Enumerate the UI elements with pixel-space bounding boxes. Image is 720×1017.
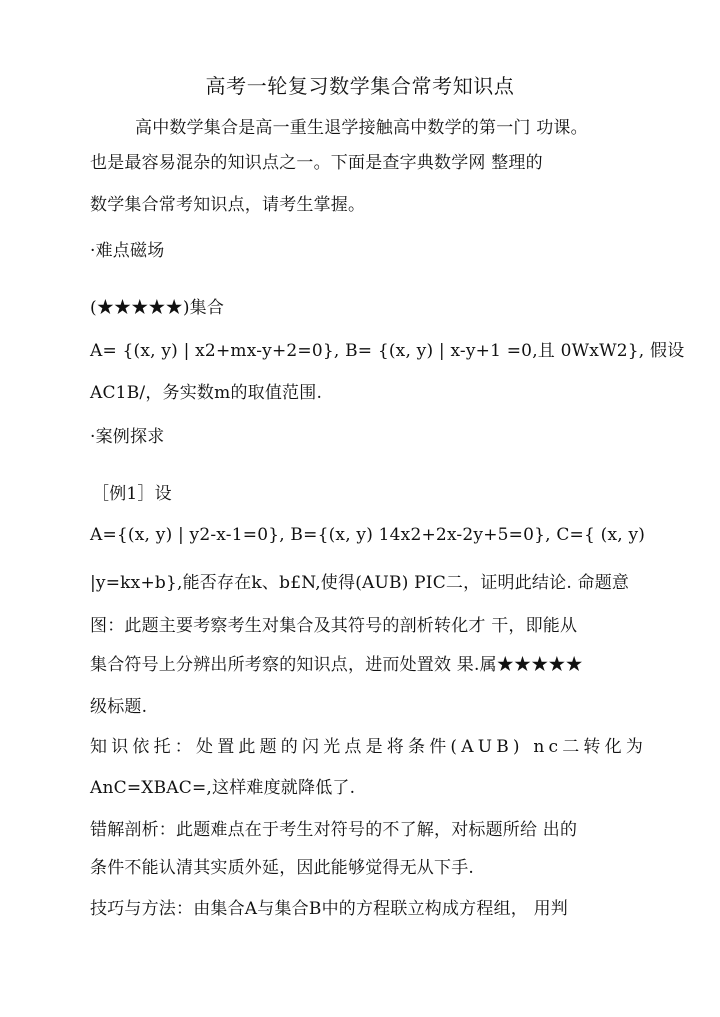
intro-line-1: 高中数学集合是高一重生退学接触高中数学的第一门 功课。 xyxy=(135,118,588,138)
example-line-3: 图：此题主要考察考生对集合及其符号的剖析转化才 干，即能从 xyxy=(90,616,578,636)
stars-heading: (★★★★★)集合 xyxy=(90,298,225,318)
section-heading-cases: ·案例探求 xyxy=(90,427,165,447)
knowledge-line-2: AnC=XBAC=,这样难度就降低了. xyxy=(90,778,356,798)
intro-line-2: 也是最容易混杂的知识点之一。下面是查字典数学网 整理的 xyxy=(90,153,543,173)
intro-line-3: 数学集合常考知识点，请考生掌握。 xyxy=(90,195,366,215)
error-line-2: 条件不能认清其实质外延，因此能够觉得无从下手. xyxy=(90,858,475,878)
example-label: ［例1］设 xyxy=(92,484,172,504)
section-heading-difficulty: ·难点磁场 xyxy=(90,241,165,261)
document-title: 高考一轮复习数学集合常考知识点 xyxy=(205,74,515,98)
knowledge-line-1: 知识依托：处置此题的闪光点是将条件(AUB) nc二转化为 xyxy=(90,737,648,757)
error-line-1: 错解剖析：此题难点在于考生对符号的不了解，对标题所给 出的 xyxy=(90,820,578,840)
example-line-2: |y=kx+b},能否存在k、b£N,使得(AUB) PIC二，证明此结论. 命题意 xyxy=(90,573,630,593)
example-line-1: A={(x, y) | y2-x-1=0}, B={(x, y) 14x2+2x-2y+5=0}, C={ (x, y) xyxy=(90,525,646,545)
example-line-5: 级标题. xyxy=(90,697,148,717)
example-line-4: 集合符号上分辨出所考察的知识点，进而处置效 果.属★★★★★ xyxy=(90,655,583,675)
method-line-1: 技巧与方法：由集合A与集合B中的方程联立构成方程组， 用判 xyxy=(90,899,568,919)
problem-line-2: AC1B/，务实数m的取值范围. xyxy=(90,383,323,403)
problem-line-1: A= {(x, y) | x2+mx-y+2=0}, B= {(x, y) | x-y+1 =0,且 0WxW2}, 假设 xyxy=(90,341,685,361)
